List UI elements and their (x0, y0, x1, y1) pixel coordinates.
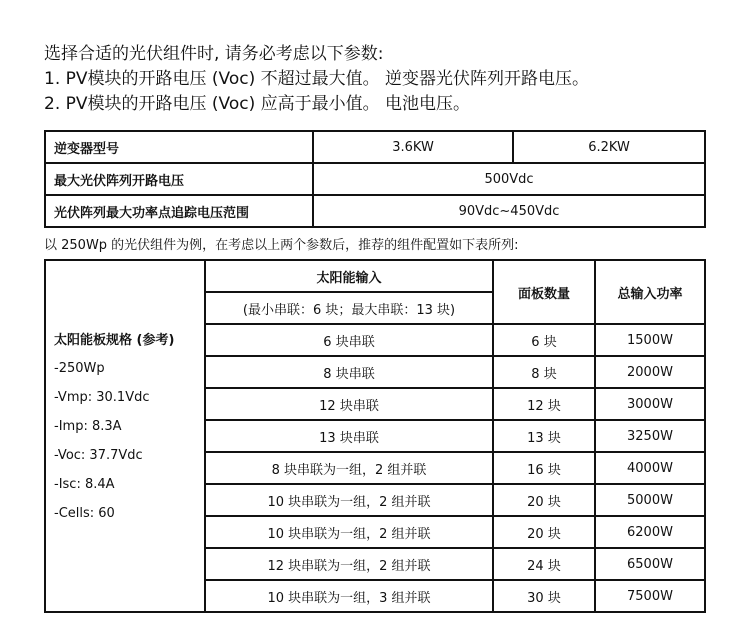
panel-count-header: 面板数量 (493, 260, 595, 324)
panel-spec-title: 太阳能板规格 (参考) (54, 333, 175, 348)
panel-spec-line: -Imp: 8.3A (54, 419, 122, 434)
count-cell: 20 块 (493, 484, 595, 516)
intro-line-3: 2. PV模块的开路电压 (Voc) 应高于最小值。 电池电压。 (44, 94, 471, 114)
panel-spec-line: -Vmp: 30.1Vdc (54, 390, 150, 405)
inverter-spec-table (44, 130, 706, 228)
power-cell: 6200W (595, 516, 705, 548)
intro-text (44, 42, 734, 117)
config-cell: 10 块串联为一组，2 组并联 (205, 516, 493, 548)
mppt-range-label: 光伏阵列最大功率点追踪电压范围 (45, 195, 313, 227)
inverter-model-6-2kw: 6.2KW (513, 131, 705, 163)
panel-spec-line: -Isc: 8.4A (54, 477, 115, 492)
panel-spec-line: -Voc: 37.7Vdc (54, 448, 143, 463)
panel-spec-line: -250Wp (54, 361, 105, 376)
config-cell: 8 块串联为一组，2 组并联 (205, 452, 493, 484)
config-cell: 13 块串联 (205, 420, 493, 452)
count-cell: 13 块 (493, 420, 595, 452)
total-power-header: 总输入功率 (595, 260, 705, 324)
count-cell: 24 块 (493, 548, 595, 580)
power-cell: 6500W (595, 548, 705, 580)
config-cell: 10 块串联为一组，3 组并联 (205, 580, 493, 612)
inverter-model-3-6kw: 3.6KW (313, 131, 513, 163)
table-row (45, 163, 705, 195)
config-cell: 12 块串联 (205, 388, 493, 420)
intro-line-2: 1. PV模块的开路电压 (Voc) 不超过最大值。 逆变器光伏阵列开路电压。 (44, 69, 590, 89)
count-cell: 20 块 (493, 516, 595, 548)
count-cell: 8 块 (493, 356, 595, 388)
power-cell: 1500W (595, 324, 705, 356)
power-cell: 3250W (595, 420, 705, 452)
solar-input-header: 太阳能输入 (205, 260, 493, 292)
table-row (45, 131, 705, 163)
power-cell: 7500W (595, 580, 705, 612)
config-cell: 10 块串联为一组，2 组并联 (205, 484, 493, 516)
panel-config-table (44, 259, 706, 613)
count-cell: 12 块 (493, 388, 595, 420)
power-cell: 3000W (595, 388, 705, 420)
intro-line-1: 选择合适的光伏组件时, 请务必考虑以下参数: (44, 44, 384, 64)
series-range-header: (最小串联：6 块；最大串联：13 块) (205, 292, 493, 324)
config-cell: 6 块串联 (205, 324, 493, 356)
count-cell: 16 块 (493, 452, 595, 484)
power-cell: 5000W (595, 484, 705, 516)
config-cell: 12 块串联为一组，2 组并联 (205, 548, 493, 580)
mppt-range-value: 90Vdc~450Vdc (313, 195, 705, 227)
power-cell: 2000W (595, 356, 705, 388)
max-open-circuit-voltage-label: 最大光伏阵列开路电压 (45, 163, 313, 195)
inverter-model-label: 逆变器型号 (45, 131, 313, 163)
power-cell: 4000W (595, 452, 705, 484)
table-row (45, 195, 705, 227)
panel-spec-line: -Cells: 60 (54, 506, 115, 521)
count-cell: 6 块 (493, 324, 595, 356)
count-cell: 30 块 (493, 580, 595, 612)
config-cell: 8 块串联 (205, 356, 493, 388)
panel-spec-cell (45, 260, 205, 612)
max-open-circuit-voltage-value: 500Vdc (313, 163, 705, 195)
recommendation-note: 以 250Wp 的光伏组件为例，在考虑以上两个参数后，推荐的组件配置如下表所列: (44, 238, 519, 253)
table-header-row (45, 260, 705, 292)
